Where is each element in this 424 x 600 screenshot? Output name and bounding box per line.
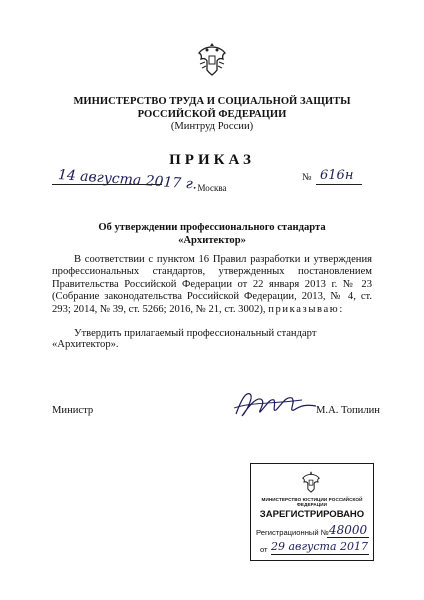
document-title-line-2: «Архитектор» [178, 234, 246, 246]
ministry-short-name: (Минтруд России) [170, 121, 254, 132]
order-number-handwritten: 616н [320, 168, 354, 183]
stamp-date-underline [271, 554, 369, 555]
ministry-line-1: МИНИСТЕРСТВО ТРУДА И СОЦИАЛЬНОЙ ЗАЩИТЫ [73, 96, 351, 107]
stamp-number-underline [327, 537, 369, 538]
paragraph-1-order-word: приказываю: [268, 303, 344, 315]
minister-name: М.А. Топилин [316, 405, 380, 416]
order-date-handwritten: 14 августа 2017 г. [57, 167, 198, 193]
stamp-organization: МИНИСТЕРСТВО ЮСТИЦИИ РОССИЙСКОЙ ФЕДЕРАЦИИ [261, 497, 363, 507]
handwritten-signature [232, 388, 318, 422]
stamp-date-handwritten: 29 августа 2017 [271, 540, 369, 553]
ministry-line-2: РОССИЙСКОЙ ФЕДЕРАЦИИ [137, 108, 287, 120]
stamp-registered: ЗАРЕГИСТРИРОВАНО [259, 509, 365, 520]
ministry-name [0, 96, 424, 121]
order-number-label: № [302, 172, 312, 183]
document-title-line-1: Об утверждении профессионального стандарта [98, 222, 326, 233]
stamp-reg-number-handwritten: 48000 [329, 523, 368, 537]
order-title: ПРИКАЗ [169, 152, 255, 168]
body-paragraph-1 [52, 254, 372, 316]
number-underline [316, 184, 362, 185]
minister-position: Министр [52, 405, 94, 416]
stamp-reg-number-label: Регистрационный № [256, 528, 329, 537]
registration-stamp [250, 463, 374, 561]
coat-of-arms-icon [196, 40, 228, 78]
stamp-date-label: от [260, 545, 268, 554]
order-city: Москва [197, 183, 227, 193]
body-paragraph-2: Утвердить прилагаемый профессиональный стандарт «Архитектор». [52, 328, 317, 350]
stamp-coat-of-arms-icon [300, 470, 322, 494]
paragraph-1-text: В соответствии с пунктом 16 Правил разработки и утверждения профессиональных стандартов, утвержденных постановлением Правительства Российской Федерации от 22 января 2013 г. № 23 (Собрание законодательства Российской Федерации, 2013, № 4, ст. 293; 2014, № 39, ст. 5266; 2016, № 21, ст. 3002), [52, 254, 372, 315]
document-title [0, 222, 424, 247]
